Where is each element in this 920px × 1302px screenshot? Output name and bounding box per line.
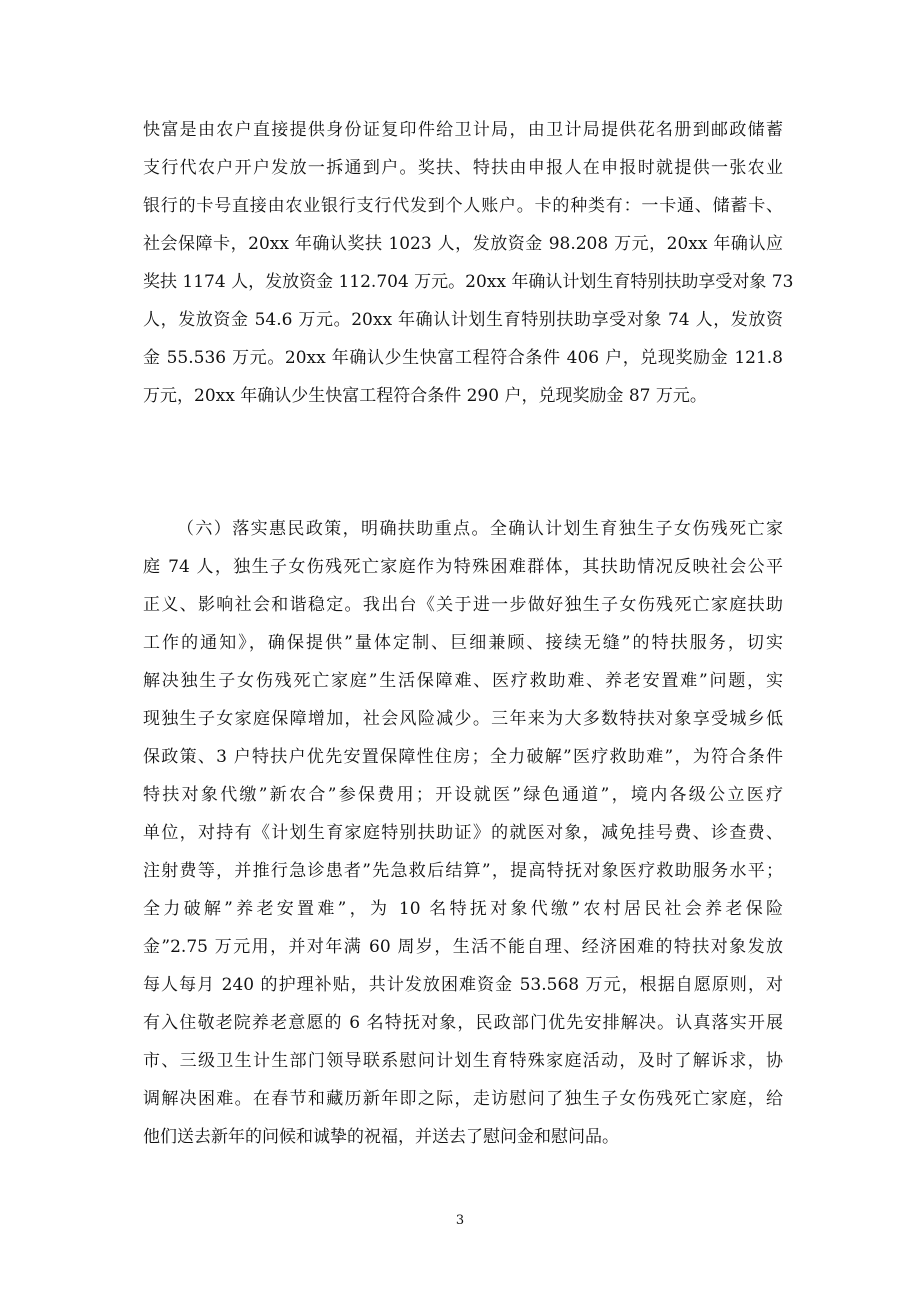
text-line: 市、三级卫生计生部门领导联系慰问计划生育特殊家庭活动，及时了解诉求，协 xyxy=(143,1051,783,1071)
text-line: 有入住敬老院养老意愿的 6 名特抚对象，民政部门优先安排解决。认真落实开展 xyxy=(143,1013,783,1033)
text-line: 正义、影响社会和谐稳定。我出台《关于进一步做好独生子女伤残死亡家庭扶助 xyxy=(143,595,783,615)
text-line: 解决独生子女伤残死亡家庭”生活保障难、医疗救助难、养老安置难”问题，实 xyxy=(143,671,783,691)
text-line: 工作的通知》，确保提供”量体定制、巨细兼顾、接续无缝”的特扶服务，切实 xyxy=(143,633,783,653)
text-line: 每人每月 240 的护理补贴，共计发放困难资金 53.568 万元，根据自愿原则，对 xyxy=(143,975,783,995)
text-line: 万元，20xx 年确认少生快富工程符合条件 290 户，兑现奖励金 87 万元。 xyxy=(143,386,707,406)
text-line: 奖扶 1174 人，发放资金 112.704 万元。20xx 年确认计划生育特别扶助享受对象 73 xyxy=(143,272,794,292)
text-line: 注射费等，并推行急诊患者”先急救后结算”，提高特抚对象医疗救助服务水平； xyxy=(143,861,783,881)
text-line: 金”2.75 万元用，并对年满 60 周岁，生活不能自理、经济困难的特扶对象发放 xyxy=(143,937,783,957)
paragraph-fund-distribution xyxy=(143,111,794,415)
text-line: 人，发放资金 54.6 万元。20xx 年确认计划生育特别扶助享受对象 74 人，发放资 xyxy=(143,310,783,330)
text-line: 他们送去新年的问候和诚挚的祝福，并送去了慰问金和慰问品。 xyxy=(143,1127,619,1147)
text-line: （六）落实惠民政策，明确扶助重点。全确认计划生育独生子女伤残死亡家 xyxy=(177,519,783,539)
text-line: 金 55.536 万元。20xx 年确认少生快富工程符合条件 406 户，兑现奖励金 121.8 xyxy=(143,348,783,368)
text-line: 银行的卡号直接由农业银行支行代发到个人账户。卡的种类有：一卡通、储蓄卡、 xyxy=(143,196,783,216)
text-line: 全力破解”养老安置难”，为 10 名特抚对象代缴”农村居民社会养老保险 xyxy=(143,899,783,919)
text-line: 社会保障卡，20xx 年确认奖扶 1023 人，发放资金 98.208 万元，20xx 年确认应 xyxy=(143,234,783,254)
text-line: 现独生子女家庭保障增加，社会风险减少。三年来为大多数特扶对象享受城乡低 xyxy=(143,709,783,729)
page-number: 3 xyxy=(455,1213,465,1228)
text-line: 特扶对象代缴”新农合”参保费用；开设就医”绿色通道”，境内各级公立医疗 xyxy=(143,785,783,805)
text-line: 单位，对持有《计划生育家庭特别扶助证》的就医对象，减免挂号费、诊查费、 xyxy=(143,823,783,843)
text-line: 保政策、3 户特扶户优先安置保障性住房；全力破解”医疗救助难”，为符合条件 xyxy=(143,747,783,767)
text-line: 支行代农户开户发放一拆通到户。奖扶、特扶由申报人在申报时就提供一张农业 xyxy=(143,158,783,178)
paragraph-section-six xyxy=(143,510,783,1156)
text-line: 快富是由农户直接提供身份证复印件给卫计局，由卫计局提供花名册到邮政储蓄 xyxy=(143,120,783,140)
text-line: 庭 74 人，独生子女伤残死亡家庭作为特殊困难群体，其扶助情况反映社会公平 xyxy=(143,557,783,577)
text-line: 调解决困难。在春节和藏历新年即之际，走访慰问了独生子女伤残死亡家庭，给 xyxy=(143,1089,783,1109)
